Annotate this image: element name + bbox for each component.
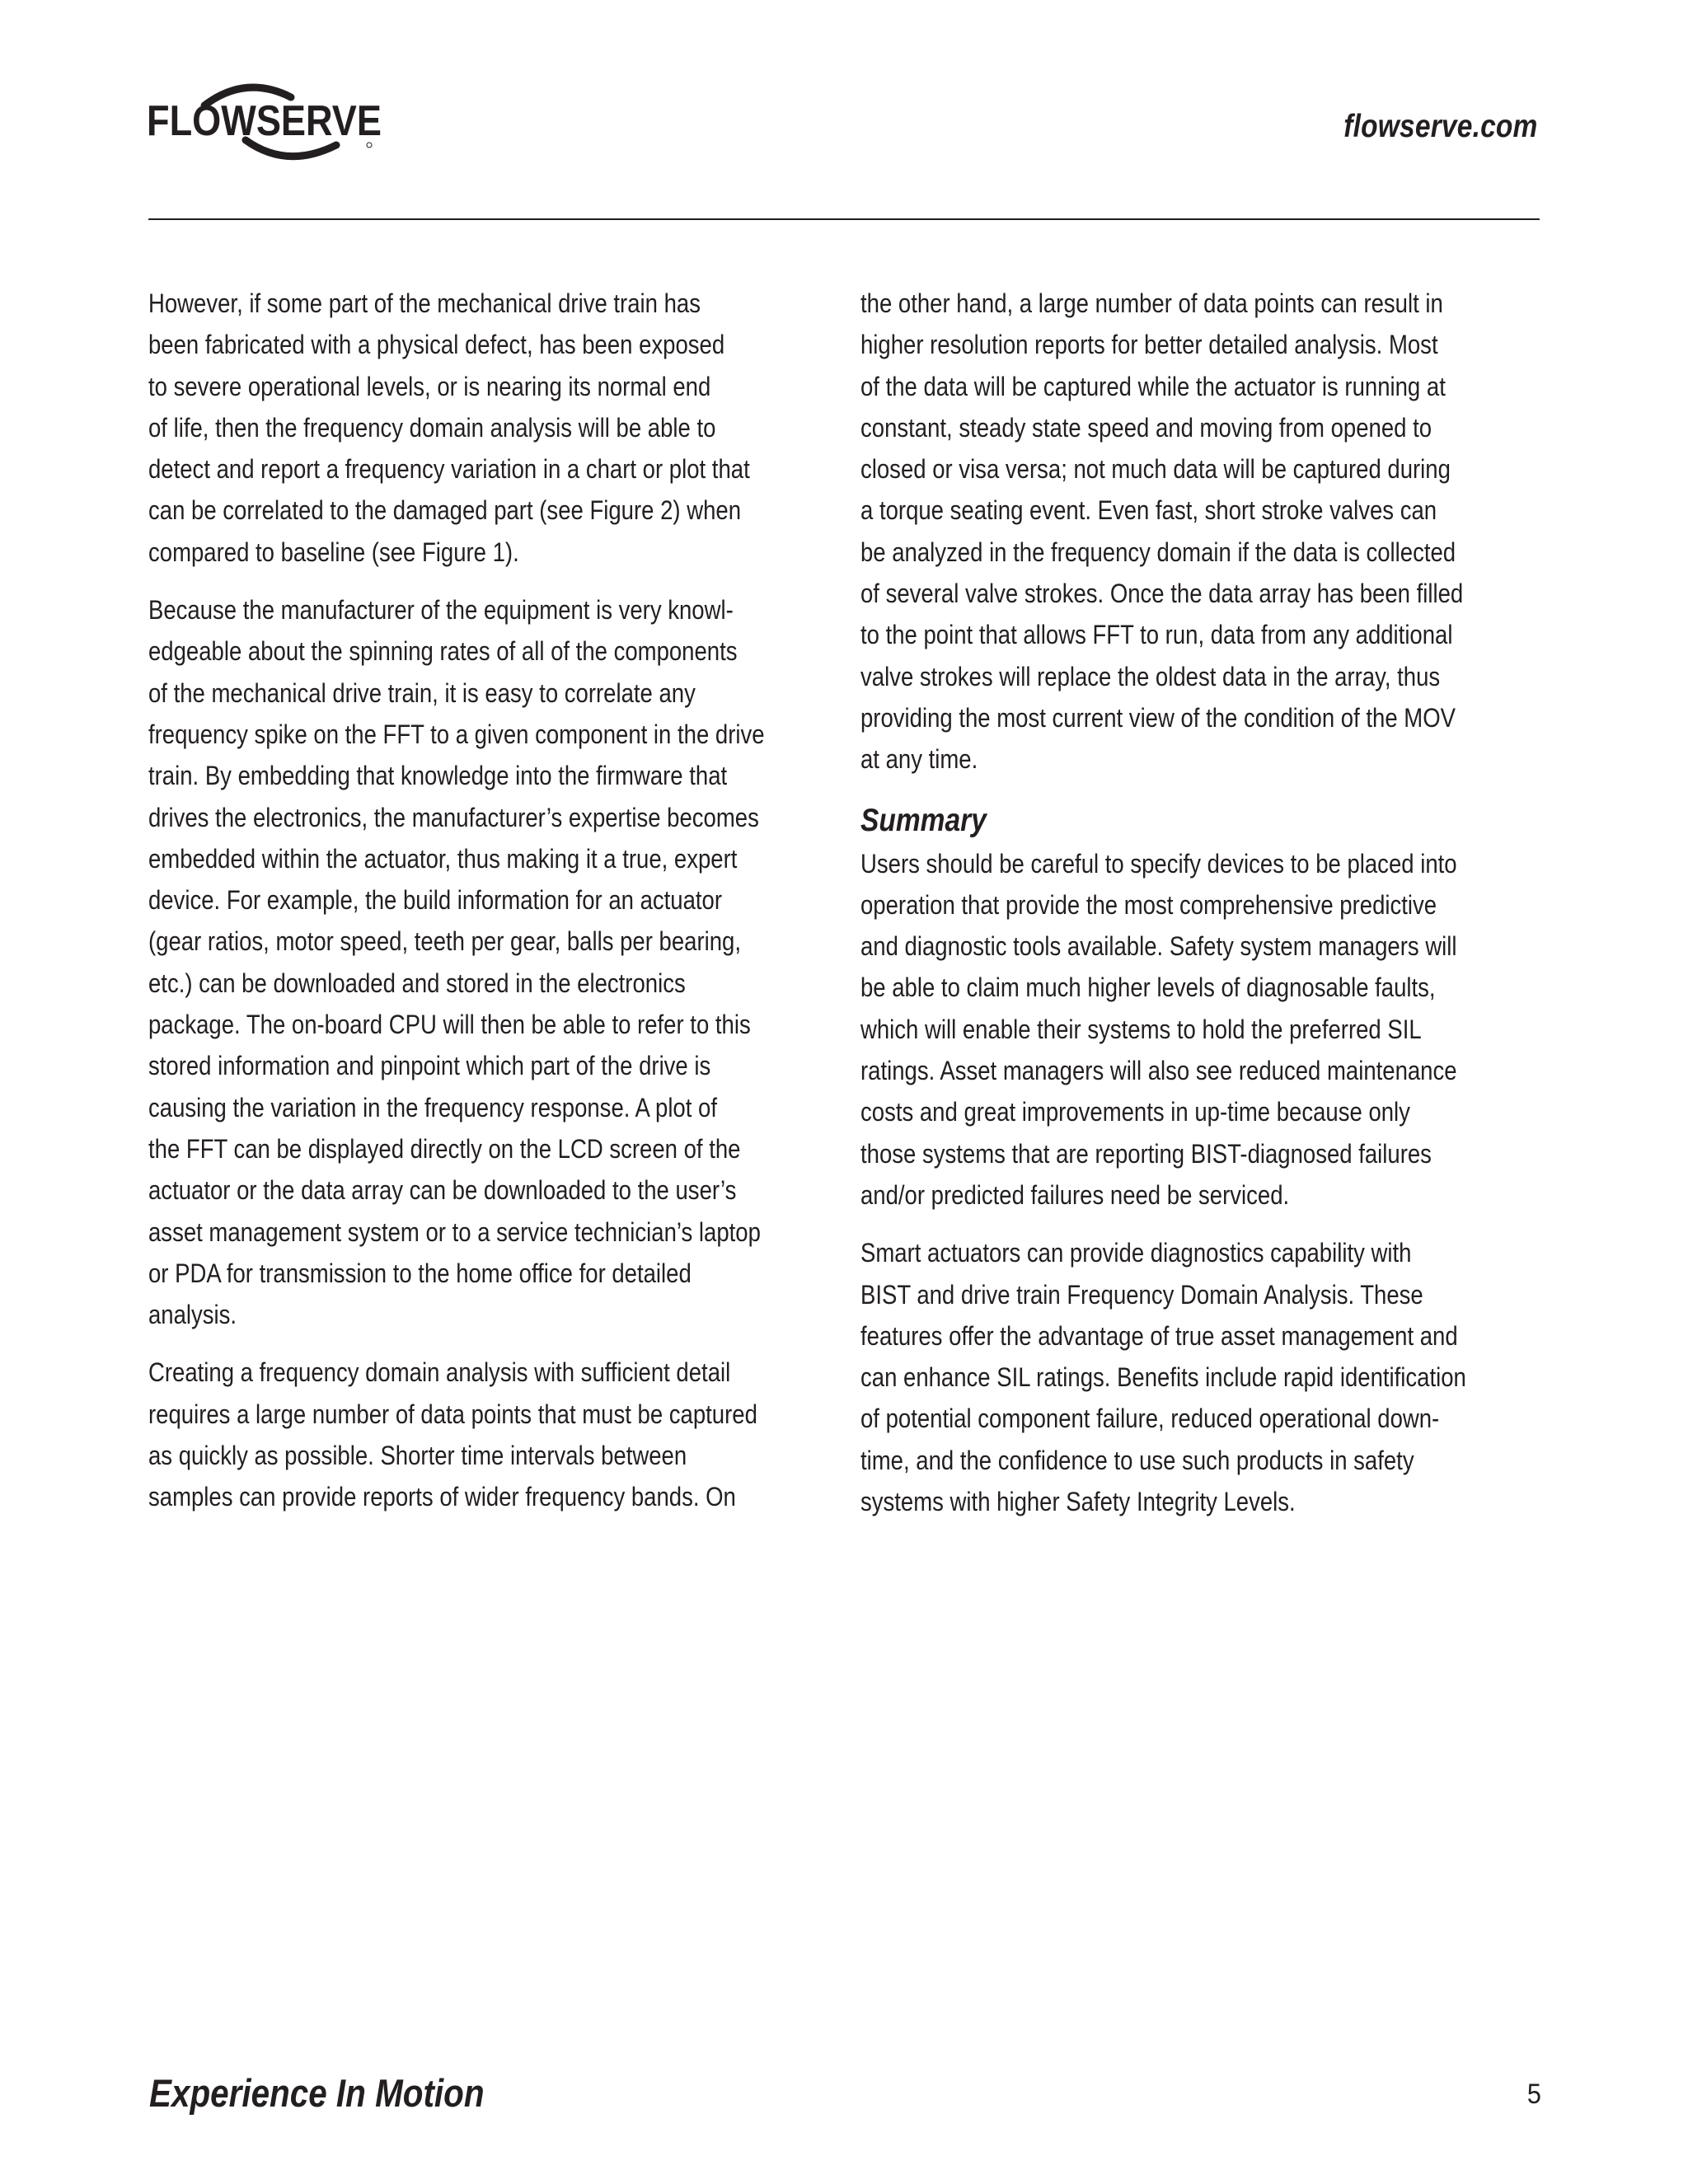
- text-line: Because the manufacturer of the equipment is very knowl-: [148, 595, 734, 626]
- text-line: Users should be careful to specify devices to be placed into: [860, 848, 1457, 879]
- text-line: drives the electronics, the manufacturer’s expertise becomes: [148, 802, 759, 832]
- header-divider: [148, 218, 1540, 220]
- text-line: BIST and drive train Frequency Domain Analysis. These: [860, 1279, 1423, 1310]
- paragraph-fault-detection: [148, 283, 826, 573]
- text-line: and diagnostic tools available. Safety system managers will: [860, 931, 1457, 962]
- page-header: [0, 0, 1688, 223]
- text-line: to the point that allows FFT to run, data from any additional: [860, 620, 1453, 650]
- text-line: compared to baseline (see Figure 1).: [148, 537, 519, 567]
- text-line: analysis.: [148, 1300, 237, 1330]
- text-line: features offer the advantage of true asset management and: [860, 1320, 1458, 1351]
- text-line: stored information and pinpoint which part of the drive is: [148, 1051, 711, 1081]
- text-line: Creating a frequency domain analysis with sufficient detail: [148, 1357, 731, 1388]
- text-line: Smart actuators can provide diagnostics capability with: [860, 1238, 1412, 1268]
- text-line: device. For example, the build information for an actuator: [148, 885, 723, 916]
- text-line: providing the most current view of the condition of the MOV: [860, 702, 1456, 733]
- text-line: can be correlated to the damaged part (see Figure 2) when: [148, 495, 742, 526]
- paragraph-summary-smart-actuators: [860, 1232, 1538, 1522]
- text-line: of the mechanical drive train, it is easy to correlate any: [148, 677, 696, 708]
- text-line: which will enable their systems to hold the preferred SIL: [860, 1014, 1422, 1044]
- text-line: as quickly as possible. Shorter time intervals between: [148, 1441, 687, 1471]
- text-line: package. The on-board CPU will then be able to refer to this: [148, 1010, 751, 1040]
- site-url: flowserve.com: [1343, 109, 1538, 144]
- text-line: can enhance SIL ratings. Benefits include rapid identification: [860, 1362, 1466, 1393]
- paragraph-summary-users: [860, 843, 1538, 1216]
- text-line: requires a large number of data points that must be captured: [148, 1399, 757, 1429]
- text-line: or PDA for transmission to the home office for detailed: [148, 1258, 692, 1288]
- text-line: of the data will be captured while the actuator is running at: [860, 371, 1446, 401]
- page-number: 5: [1526, 2079, 1541, 2110]
- text-line: closed or visa versa; not much data will be captured during: [860, 454, 1451, 485]
- text-line: systems with higher Safety Integrity Levels.: [860, 1487, 1296, 1517]
- text-line: etc.) can be downloaded and stored in the electronics: [148, 968, 686, 998]
- text-line: be able to claim much higher levels of diagnosable faults,: [860, 972, 1436, 1003]
- text-line: However, if some part of the mechanical drive train has: [148, 288, 701, 318]
- text-line: (gear ratios, motor speed, teeth per gear, balls per bearing,: [148, 926, 741, 957]
- text-line: higher resolution reports for better detailed analysis. Most: [860, 330, 1438, 360]
- text-line: to severe operational levels, or is nearing its normal end: [148, 371, 711, 401]
- text-line: asset management system or to a service technician’s laptop: [148, 1216, 761, 1247]
- text-line: be analyzed in the frequency domain if the data is collected: [860, 537, 1456, 567]
- flowserve-logo: [147, 73, 394, 167]
- text-line: the other hand, a large number of data points can result in: [860, 288, 1443, 318]
- text-line: those systems that are reporting BIST-diagnosed failures: [860, 1138, 1432, 1169]
- text-line: at any time.: [860, 744, 978, 775]
- text-line: been fabricated with a physical defect, has been exposed: [148, 330, 725, 360]
- text-line: ratings. Asset managers will also see reduced maintenance: [860, 1056, 1457, 1086]
- text-line: of potential component failure, reduced operational down-: [860, 1404, 1440, 1434]
- text-line: operation that provide the most comprehensive predictive: [860, 889, 1437, 920]
- text-line: frequency spike on the FFT to a given component in the drive: [148, 719, 765, 749]
- text-line: of several valve strokes. Once the data array has been filled: [860, 579, 1464, 609]
- paragraph-resolution: [860, 283, 1538, 780]
- text-line: costs and great improvements in up-time because only: [860, 1097, 1410, 1127]
- flowserve-logo-mark: [147, 73, 394, 167]
- section-heading-summary: Summary: [860, 802, 987, 838]
- paragraph-manufacturer-knowledge: [148, 589, 826, 1335]
- text-line: edgeable about the spinning rates of all of the components: [148, 636, 738, 667]
- text-line: actuator or the data array can be downloaded to the user’s: [148, 1175, 737, 1206]
- text-line: the FFT can be displayed directly on the LCD screen of the: [148, 1133, 741, 1164]
- footer-tagline: Experience In Motion: [149, 2071, 485, 2115]
- text-line: a torque seating event. Even fast, short stroke valves can: [860, 495, 1437, 526]
- text-line: causing the variation in the frequency response. A plot of: [148, 1092, 717, 1122]
- text-line: samples can provide reports of wider frequency bands. On: [148, 1482, 736, 1512]
- left-column: [148, 283, 826, 1535]
- text-line: valve strokes will replace the oldest data in the array, thus: [860, 661, 1441, 691]
- text-line: time, and the confidence to use such products in safety: [860, 1445, 1414, 1475]
- right-column: [860, 283, 1538, 1539]
- text-line: of life, then the frequency domain analysis will be able to: [148, 412, 716, 443]
- text-line: and/or predicted failures need be serviced.: [860, 1179, 1290, 1210]
- text-line: embedded within the actuator, thus making it a true, expert: [148, 843, 738, 874]
- text-line: constant, steady state speed and moving from opened to: [860, 412, 1432, 443]
- logo-wordmark: FLOWSERVE: [147, 97, 382, 145]
- paragraph-data-points: [148, 1352, 826, 1517]
- text-line: train. By embedding that knowledge into the firmware that: [148, 761, 728, 791]
- text-line: detect and report a frequency variation in a chart or plot that: [148, 454, 750, 485]
